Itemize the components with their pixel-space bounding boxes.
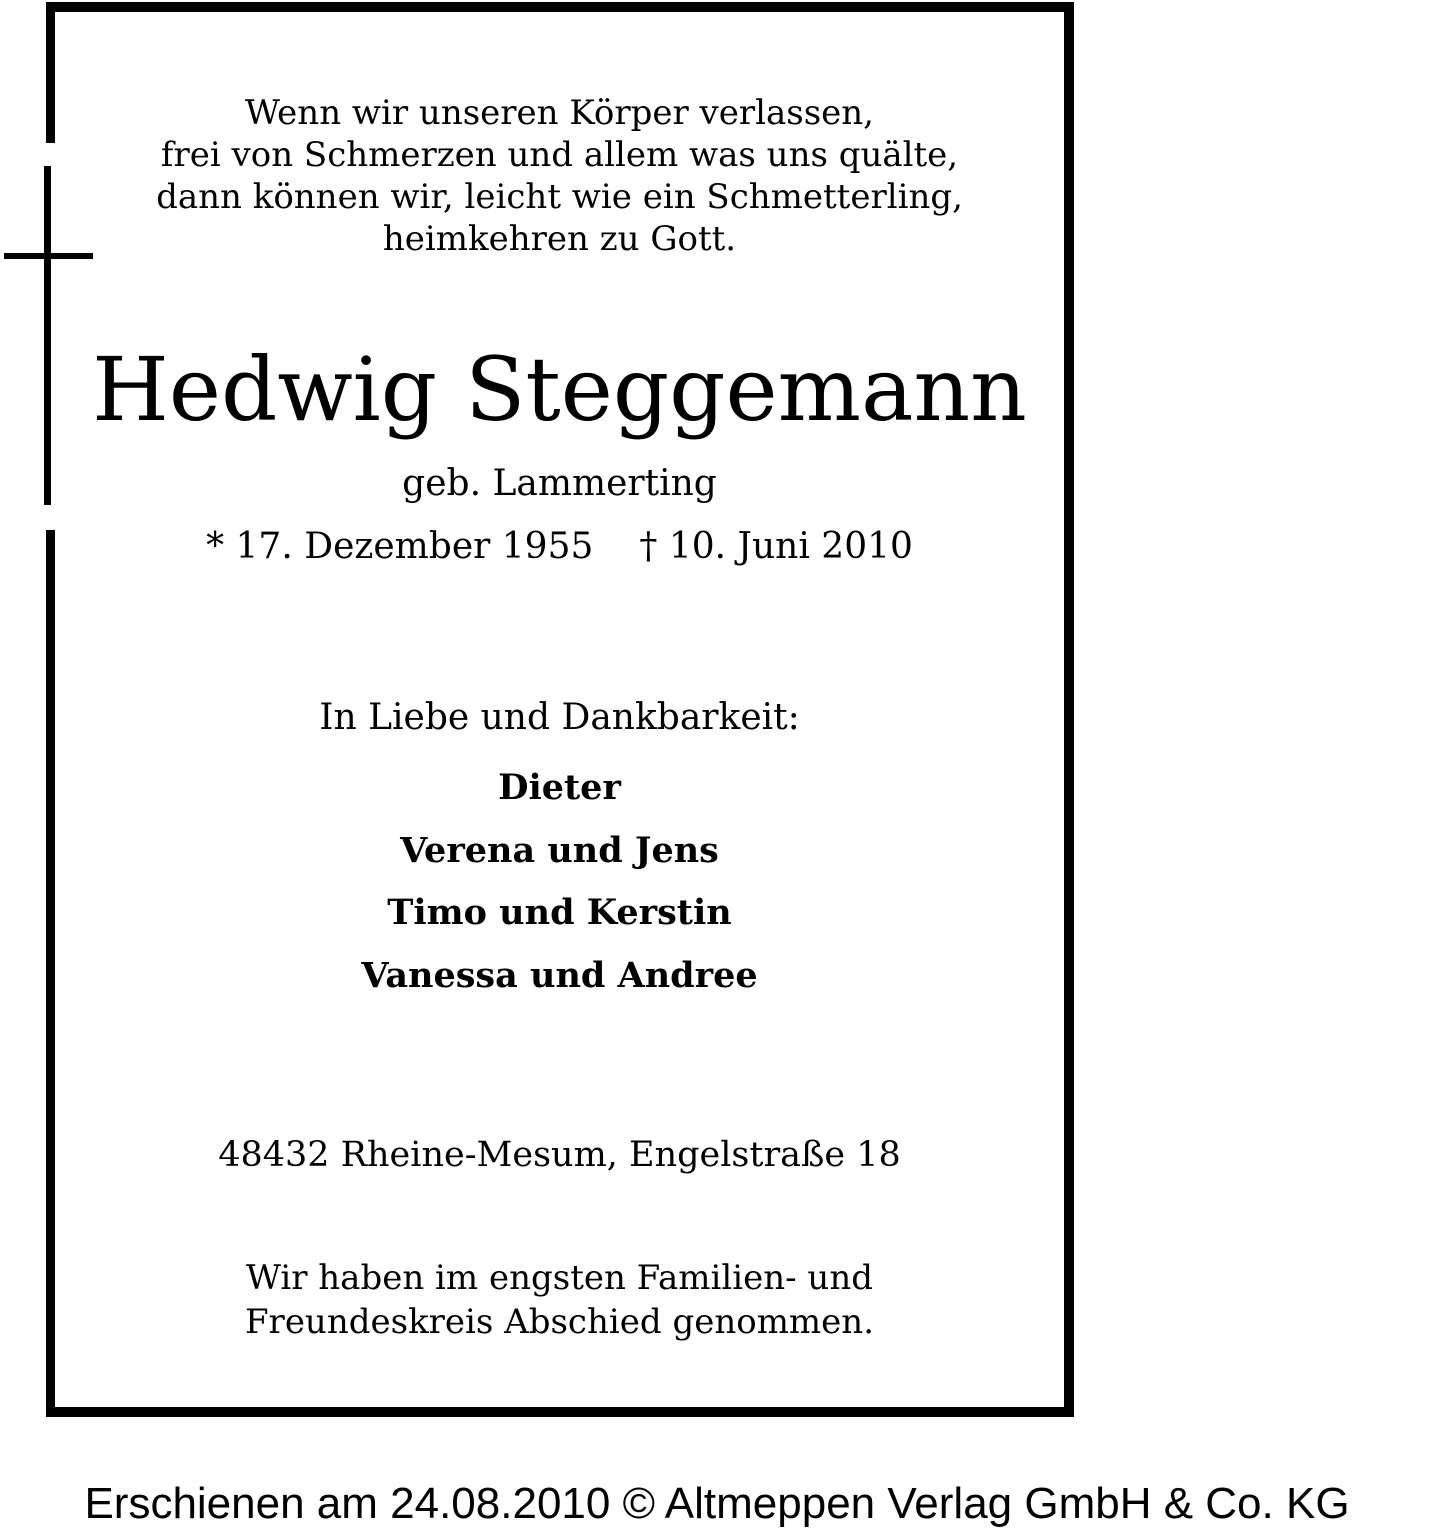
poem [55, 92, 1064, 260]
poem-line: heimkehren zu Gott. [382, 219, 737, 259]
life-dates [55, 525, 1064, 569]
mourner-name: Vanessa und Andree [361, 954, 758, 996]
mourner-name: Verena und Jens [400, 829, 719, 871]
frame-bottom-border [46, 1407, 1074, 1417]
poem-line: frei von Schmerzen und allem was uns quälte, [160, 135, 959, 175]
cross-vertical-bar [44, 166, 51, 505]
frame-left-border-lower [46, 530, 55, 1417]
poem-line: Wenn wir unseren Körper verlassen, [245, 93, 874, 133]
maiden-name: geb. Lammerting [402, 463, 717, 504]
frame-right-border [1064, 2, 1074, 1417]
birth-date: * 17. Dezember 1955 [206, 526, 594, 567]
mourner-name: Timo und Kerstin [387, 892, 732, 933]
mourner-name: Dieter [498, 767, 621, 808]
poem-line: dann können wir, leicht wie ein Schmetterling, [156, 177, 963, 217]
address: 48432 Rheine-Mesum, Engelstraße 18 [218, 1135, 901, 1175]
mourners-intro: In Liebe und Dankbarkeit: [319, 697, 800, 738]
frame-top-border [46, 2, 1074, 12]
death-date: † 10. Juni 2010 [639, 526, 913, 567]
frame-left-border-upper [46, 2, 55, 143]
farewell-line: Freundeskreis Abschied genommen. [244, 1302, 875, 1342]
publication-footer: Erschienen am 24.08.2010 © Altmeppen Verlag GmbH & Co. KG [84, 1479, 1350, 1528]
mourners-list [55, 757, 1064, 1007]
farewell-note [55, 1256, 1064, 1344]
deceased-name: Hedwig Steggemann [92, 338, 1027, 441]
farewell-line: Wir haben im engsten Familien- und [246, 1258, 873, 1298]
